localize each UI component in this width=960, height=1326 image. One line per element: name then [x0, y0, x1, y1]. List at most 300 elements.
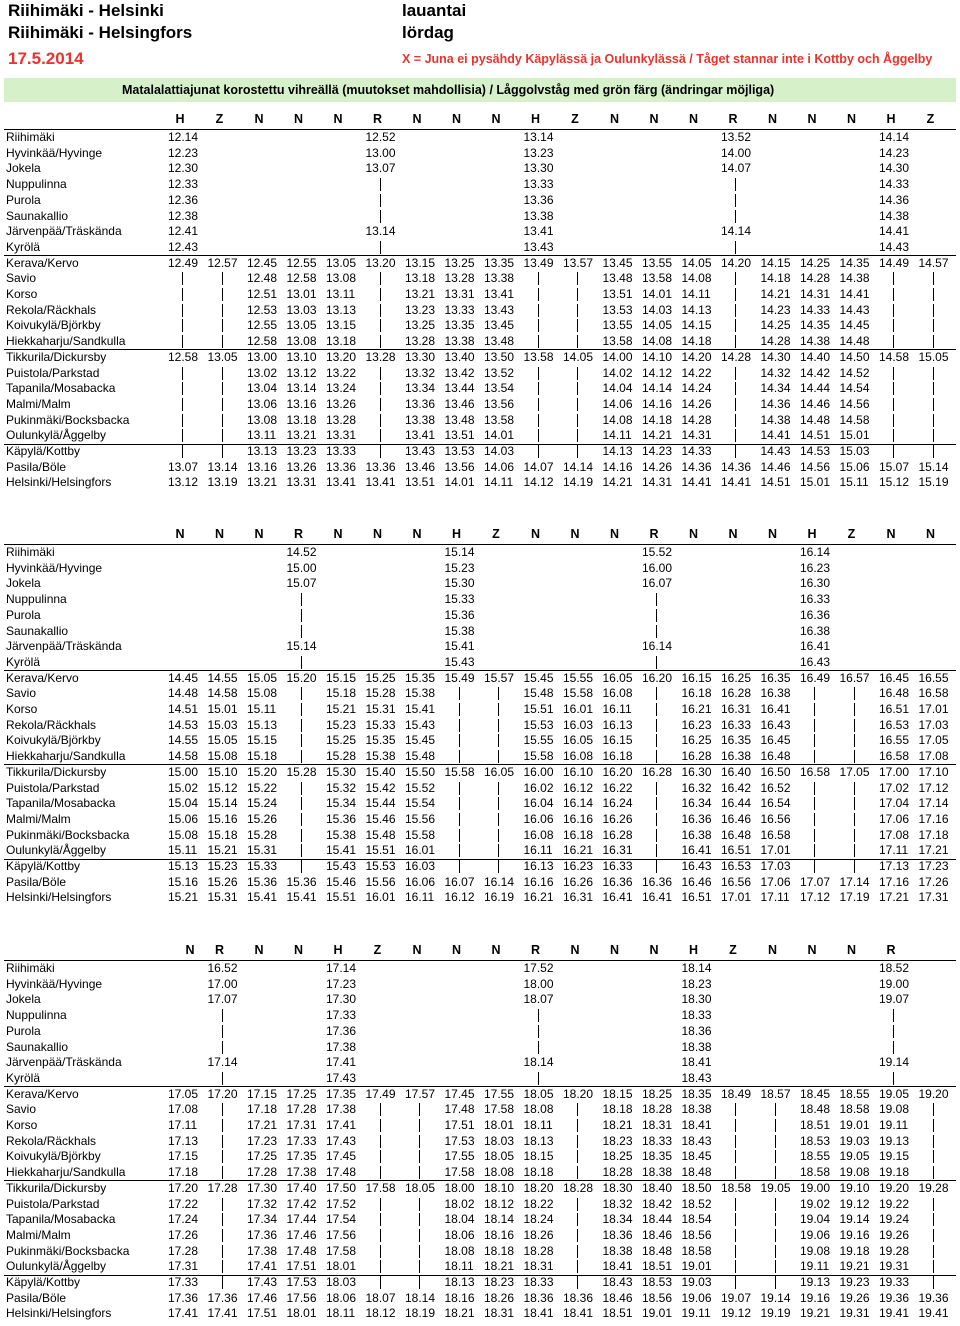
departure-time: 14.28: [800, 271, 831, 286]
departure-time: 17.10: [918, 764, 949, 779]
departure-time: 17.33: [326, 1008, 357, 1023]
station-name: Rekola/Räckhals: [6, 1133, 97, 1148]
pass-through-marker: [577, 429, 578, 442]
departure-time: 14.30: [760, 349, 791, 364]
departure-time: 15.42: [365, 780, 396, 795]
pass-through-marker: [735, 1150, 736, 1163]
pass-through-marker: [459, 703, 460, 716]
departure-time: 14.31: [800, 287, 831, 301]
departure-time: 16.14: [563, 796, 594, 811]
departure-time: 14.01: [642, 287, 673, 301]
station-name: Oulunkylä/Åggelby: [6, 843, 107, 858]
departure-time: 12.53: [247, 302, 278, 317]
departure-time: 13.02: [247, 365, 278, 380]
departure-time: 16.08: [563, 749, 594, 764]
departure-time: 14.33: [681, 444, 712, 458]
departure-time: 18.45: [800, 1086, 831, 1101]
departure-time: 17.24: [168, 1212, 199, 1227]
departure-time: 13.41: [405, 428, 436, 443]
departure-time: 18.08: [523, 1102, 554, 1117]
departure-time: 16.58: [879, 749, 910, 764]
departure-time: 18.26: [484, 1290, 515, 1305]
train-type: H: [175, 112, 185, 126]
pass-through-marker: [933, 1166, 934, 1179]
departure-time: 13.34: [405, 381, 436, 396]
pass-through-marker: [538, 1041, 539, 1054]
departure-time: 18.58: [839, 1102, 870, 1117]
departure-time: 17.28: [207, 1180, 238, 1195]
departure-time: 17.40: [286, 1180, 317, 1195]
train-type: N: [491, 112, 501, 126]
departure-time: 17.36: [247, 1227, 278, 1242]
departure-time: 16.15: [602, 733, 633, 748]
station-name: Oulunkylä/Åggelby: [6, 1259, 107, 1274]
departure-time: 18.33: [642, 1133, 673, 1148]
departure-time: 16.24: [602, 796, 633, 811]
departure-time: 17.14: [918, 796, 949, 811]
departure-time: 18.41: [563, 1306, 594, 1321]
departure-time: 19.08: [839, 1165, 870, 1180]
departure-time: 17.07: [800, 874, 831, 889]
departure-time: 19.08: [800, 1243, 831, 1258]
departure-time: 12.43: [168, 239, 199, 254]
departure-time: 16.14: [484, 874, 515, 889]
departure-time: 13.04: [247, 381, 278, 396]
pass-through-marker: [735, 178, 736, 191]
pass-through-marker: [222, 367, 223, 380]
departure-time: 18.36: [523, 1290, 554, 1305]
station-name: Puistola/Parkstad: [6, 780, 100, 795]
departure-time: 18.56: [681, 1227, 712, 1242]
departure-time: 18.01: [286, 1306, 317, 1321]
departure-time: 15.54: [405, 796, 436, 811]
departure-time: 15.05: [918, 349, 949, 364]
train-type: H: [530, 112, 541, 126]
departure-time: 16.56: [760, 811, 791, 826]
departure-time: 14.42: [800, 365, 831, 380]
station-row: [0, 460, 960, 476]
departure-time: 17.08: [879, 827, 910, 842]
train-type: R: [372, 112, 383, 126]
departure-time: 17.26: [918, 874, 949, 889]
departure-time: 16.21: [681, 702, 712, 716]
departure-time: 13.36: [365, 459, 396, 474]
station-row: [0, 671, 960, 687]
pass-through-marker: [735, 1135, 736, 1148]
departure-time: 17.25: [247, 1149, 278, 1164]
departure-time: 15.48: [523, 686, 554, 701]
departure-time: 17.14: [839, 874, 870, 889]
departure-time: 14.18: [760, 271, 791, 286]
departure-time: 16.55: [879, 733, 910, 748]
station-name: Savio: [6, 271, 37, 286]
departure-time: 13.20: [365, 255, 396, 270]
departure-time: 16.57: [839, 670, 870, 685]
pass-through-marker: [380, 429, 381, 442]
station-row: [0, 576, 960, 592]
departure-time: 18.28: [563, 1180, 594, 1195]
departure-time: 17.56: [326, 1227, 357, 1242]
pass-through-marker: [933, 398, 934, 411]
train-type: H: [886, 112, 896, 126]
station-row: [0, 796, 960, 812]
departure-time: 16.30: [681, 764, 712, 779]
departure-time: 15.16: [207, 811, 238, 826]
departure-time: 18.00: [444, 1180, 475, 1195]
departure-time: 14.03: [484, 444, 515, 458]
pass-through-marker: [656, 719, 657, 732]
departure-time: 18.36: [602, 1227, 633, 1242]
departure-time: 17.05: [839, 764, 870, 779]
departure-time: 15.43: [405, 717, 436, 732]
pass-through-marker: [538, 367, 539, 380]
train-type: N: [185, 943, 195, 957]
departure-time: 16.40: [721, 764, 752, 779]
departure-time: 16.25: [681, 733, 712, 748]
departure-time: 14.46: [800, 396, 831, 411]
departure-time: 18.46: [602, 1290, 633, 1305]
departure-time: 18.23: [681, 976, 712, 991]
departure-time: 16.51: [879, 702, 910, 716]
departure-time: 17.11: [760, 890, 790, 905]
departure-time: 14.51: [760, 475, 791, 490]
departure-time: 18.45: [681, 1149, 712, 1164]
station-name: Kyrölä: [6, 1070, 41, 1085]
station-row: [0, 977, 960, 993]
departure-time: 13.44: [444, 381, 475, 396]
departure-time: 18.05: [405, 1180, 436, 1195]
departure-time: 15.44: [365, 796, 396, 811]
pass-through-marker: [222, 1213, 223, 1226]
station-row: [0, 890, 960, 906]
departure-time: 15.33: [444, 592, 475, 607]
pass-through-marker: [814, 687, 815, 700]
pass-through-marker: [893, 304, 894, 317]
departure-time: 13.21: [286, 428, 317, 443]
departure-time: 17.36: [207, 1290, 238, 1305]
pass-through-marker: [893, 272, 894, 285]
pass-through-marker: [577, 398, 578, 411]
pass-through-marker: [893, 1041, 894, 1054]
pass-through-marker: [933, 367, 934, 380]
departure-time: 14.41: [760, 428, 791, 443]
departure-time: 18.13: [444, 1275, 475, 1289]
pass-through-marker: [380, 194, 381, 207]
departure-time: 18.56: [642, 1290, 673, 1305]
departure-time: 15.28: [326, 749, 357, 764]
station-name: Puistola/Parkstad: [6, 365, 100, 380]
departure-time: 19.22: [879, 1196, 910, 1211]
station-row: [0, 1181, 960, 1197]
departure-time: 19.36: [918, 1290, 949, 1305]
departure-time: 14.55: [168, 733, 199, 748]
pass-through-marker: [735, 288, 736, 301]
pass-through-marker: [498, 703, 499, 716]
departure-time: 14.48: [839, 334, 870, 349]
departure-time: 18.16: [484, 1227, 515, 1242]
departure-time: 19.07: [721, 1290, 752, 1305]
departure-time: 14.41: [879, 224, 910, 239]
pass-through-marker: [182, 288, 183, 301]
pass-through-marker: [301, 750, 302, 763]
departure-time: 17.00: [879, 764, 910, 779]
departure-time: 18.28: [602, 1165, 633, 1180]
departure-time: 16.23: [800, 560, 831, 575]
departure-time: 17.11: [879, 843, 909, 858]
departure-time: 14.44: [800, 381, 831, 396]
station-name: Rekola/Räckhals: [6, 717, 97, 732]
pass-through-marker: [577, 335, 578, 348]
departure-time: 17.35: [326, 1086, 357, 1101]
departure-time: 18.49: [721, 1086, 752, 1101]
pass-through-marker: [419, 1103, 420, 1116]
departure-time: 13.13: [247, 444, 278, 458]
departure-time: 15.00: [286, 560, 317, 575]
train-type: N: [372, 527, 383, 541]
pass-through-marker: [182, 414, 183, 427]
departure-time: 15.50: [405, 764, 436, 779]
departure-time: 14.14: [563, 459, 594, 474]
departure-time: 14.13: [602, 444, 633, 458]
departure-time: 16.03: [405, 859, 436, 873]
station-row: [0, 718, 960, 734]
pass-through-marker: [498, 844, 499, 857]
departure-time: 17.56: [286, 1290, 317, 1305]
train-type: N: [293, 943, 304, 957]
station-name: Käpylä/Kottby: [6, 444, 81, 458]
departure-time: 18.53: [800, 1133, 831, 1148]
departure-time: 14.58: [168, 749, 199, 764]
departure-time: 13.18: [326, 334, 357, 349]
pass-through-marker: [933, 1103, 934, 1116]
departure-time: 16.50: [760, 764, 791, 779]
pass-through-marker: [577, 382, 578, 395]
departure-time: 18.03: [326, 1275, 357, 1289]
train-type: N: [609, 943, 620, 957]
departure-time: 17.21: [918, 843, 949, 858]
departure-time: 15.05: [207, 733, 238, 748]
departure-time: 12.48: [247, 271, 278, 286]
departure-time: 15.48: [365, 827, 396, 842]
departure-time: 15.26: [247, 811, 278, 826]
station-row: [0, 381, 960, 397]
departure-time: 15.58: [523, 749, 554, 764]
departure-time: 18.21: [484, 1259, 515, 1274]
departure-time: 13.14: [286, 381, 317, 396]
pass-through-marker: [182, 382, 183, 395]
departure-time: 16.16: [563, 811, 594, 826]
departure-time: 17.32: [247, 1196, 278, 1211]
station-name: Kyrölä: [6, 654, 41, 669]
departure-time: 16.31: [563, 890, 594, 905]
departure-time: 18.02: [444, 1196, 475, 1211]
pass-through-marker: [933, 1135, 934, 1148]
departure-time: 13.51: [602, 287, 633, 301]
departure-time: 19.20: [918, 1086, 949, 1101]
departure-time: 12.14: [168, 130, 199, 144]
departure-time: 16.41: [760, 702, 791, 716]
departure-time: 13.26: [326, 396, 357, 411]
departure-time: 17.51: [247, 1306, 278, 1321]
departure-time: 17.55: [444, 1149, 475, 1164]
departure-time: 18.31: [484, 1306, 515, 1321]
station-row: [0, 1055, 960, 1071]
pass-through-marker: [656, 844, 657, 857]
departure-time: 14.54: [839, 381, 870, 396]
station-row: [0, 1087, 960, 1103]
header-divider: [4, 129, 956, 130]
pass-through-marker: [222, 1166, 223, 1179]
departure-time: 18.24: [523, 1212, 554, 1227]
departure-time: 17.48: [286, 1243, 317, 1258]
pass-through-marker: [419, 1245, 420, 1258]
pass-through-marker: [419, 1198, 420, 1211]
departure-time: 13.38: [405, 412, 436, 427]
station-row: [0, 1008, 960, 1024]
train-type: Z: [215, 112, 224, 126]
departure-time: 18.36: [563, 1290, 594, 1305]
station-row: [0, 350, 960, 366]
station-row: [0, 1228, 960, 1244]
pass-through-marker: [933, 319, 934, 332]
departure-time: 13.41: [326, 475, 357, 490]
departure-time: 16.52: [760, 780, 791, 795]
departure-time: 14.26: [642, 459, 673, 474]
departure-time: 14.08: [642, 334, 673, 349]
departure-time: 15.52: [405, 780, 436, 795]
pass-through-marker: [419, 1135, 420, 1148]
departure-time: 18.36: [681, 1023, 712, 1038]
departure-time: 17.54: [326, 1212, 357, 1227]
departure-time: 15.51: [365, 843, 396, 858]
station-row: [0, 749, 960, 765]
departure-time: 16.26: [563, 874, 594, 889]
train-type: H: [688, 943, 699, 957]
departure-time: 18.20: [563, 1086, 594, 1101]
departure-time: 13.08: [286, 334, 317, 349]
pass-through-marker: [854, 719, 855, 732]
departure-time: 17.31: [918, 890, 949, 905]
departure-time: 17.43: [326, 1133, 357, 1148]
date: 17.5.2014: [8, 49, 84, 68]
departure-time: 15.28: [286, 764, 317, 779]
departure-time: 13.19: [207, 475, 238, 490]
departure-time: 17.58: [326, 1243, 357, 1258]
train-type: R: [214, 943, 225, 957]
station-row: [0, 1244, 960, 1260]
departure-time: 15.08: [168, 827, 199, 842]
departure-time: 17.00: [207, 976, 238, 991]
departure-time: 15.19: [918, 475, 949, 490]
departure-time: 18.00: [523, 976, 554, 991]
departure-time: 13.56: [484, 396, 515, 411]
pass-through-marker: [735, 304, 736, 317]
departure-time: 13.22: [326, 365, 357, 380]
departure-time: 15.33: [247, 859, 278, 873]
departure-time: 17.38: [326, 1102, 357, 1117]
departure-time: 18.48: [642, 1243, 673, 1258]
departure-time: 16.35: [760, 670, 791, 685]
departure-time: 17.18: [918, 827, 949, 842]
departure-time: 15.23: [326, 717, 357, 732]
departure-time: 15.12: [207, 780, 238, 795]
departure-time: 13.13: [326, 302, 357, 317]
departure-time: 13.16: [247, 459, 278, 474]
pass-through-marker: [775, 1150, 776, 1163]
departure-time: 13.05: [326, 255, 357, 270]
departure-time: 18.14: [405, 1290, 436, 1305]
pass-through-marker: [419, 1213, 420, 1226]
header-divider: [4, 960, 956, 961]
departure-time: 14.10: [642, 349, 673, 364]
pass-through-marker: [656, 829, 657, 842]
departure-time: 16.31: [721, 702, 752, 716]
departure-time: 16.30: [800, 576, 831, 591]
departure-time: 18.18: [484, 1243, 515, 1258]
departure-time: 14.05: [642, 318, 673, 333]
departure-time: 17.20: [207, 1086, 238, 1101]
pass-through-marker: [538, 1072, 539, 1085]
pass-through-marker: [380, 1150, 381, 1163]
departure-time: 13.38: [444, 334, 475, 349]
pass-through-marker: [419, 1166, 420, 1179]
pass-through-marker: [222, 319, 223, 332]
pass-through-marker: [222, 382, 223, 395]
departure-time: 18.25: [602, 1149, 633, 1164]
departure-time: 13.33: [326, 444, 357, 458]
departure-time: 18.52: [681, 1196, 712, 1211]
pass-through-marker: [577, 288, 578, 301]
pass-through-marker: [498, 782, 499, 795]
departure-time: 16.05: [563, 733, 594, 748]
departure-time: 13.00: [365, 145, 396, 160]
departure-time: 15.58: [405, 827, 436, 842]
station-name: Hyvinkää/Hyvinge: [6, 145, 103, 160]
pass-through-marker: [656, 703, 657, 716]
departure-time: 13.14: [523, 130, 554, 144]
departure-time: 16.49: [800, 670, 831, 685]
departure-time: 16.26: [602, 811, 633, 826]
pass-through-marker: [459, 719, 460, 732]
departure-time: 15.46: [326, 874, 357, 889]
departure-time: 15.32: [326, 780, 357, 795]
departure-time: 13.10: [286, 349, 317, 364]
pass-through-marker: [459, 813, 460, 826]
departure-time: 16.28: [642, 764, 673, 779]
departure-time: 19.16: [839, 1227, 870, 1242]
departure-time: 14.21: [602, 475, 633, 490]
pass-through-marker: [222, 1150, 223, 1163]
station-row: [0, 397, 960, 413]
departure-time: 13.52: [721, 130, 752, 144]
departure-time: 15.15: [326, 670, 357, 685]
departure-time: 15.07: [879, 459, 910, 474]
station-row: [0, 1212, 960, 1228]
departure-time: 14.45: [839, 318, 870, 333]
departure-time: 16.08: [523, 827, 554, 842]
departure-time: 18.03: [484, 1133, 515, 1148]
pass-through-marker: [814, 782, 815, 795]
pass-through-marker: [380, 1135, 381, 1148]
departure-time: 15.53: [365, 859, 396, 873]
pass-through-marker: [459, 734, 460, 747]
departure-time: 14.25: [800, 255, 831, 270]
departure-time: 17.49: [365, 1086, 396, 1101]
pass-through-marker: [577, 414, 578, 427]
departure-time: 13.07: [365, 161, 396, 176]
pass-through-marker: [656, 687, 657, 700]
departure-time: 13.42: [444, 365, 475, 380]
